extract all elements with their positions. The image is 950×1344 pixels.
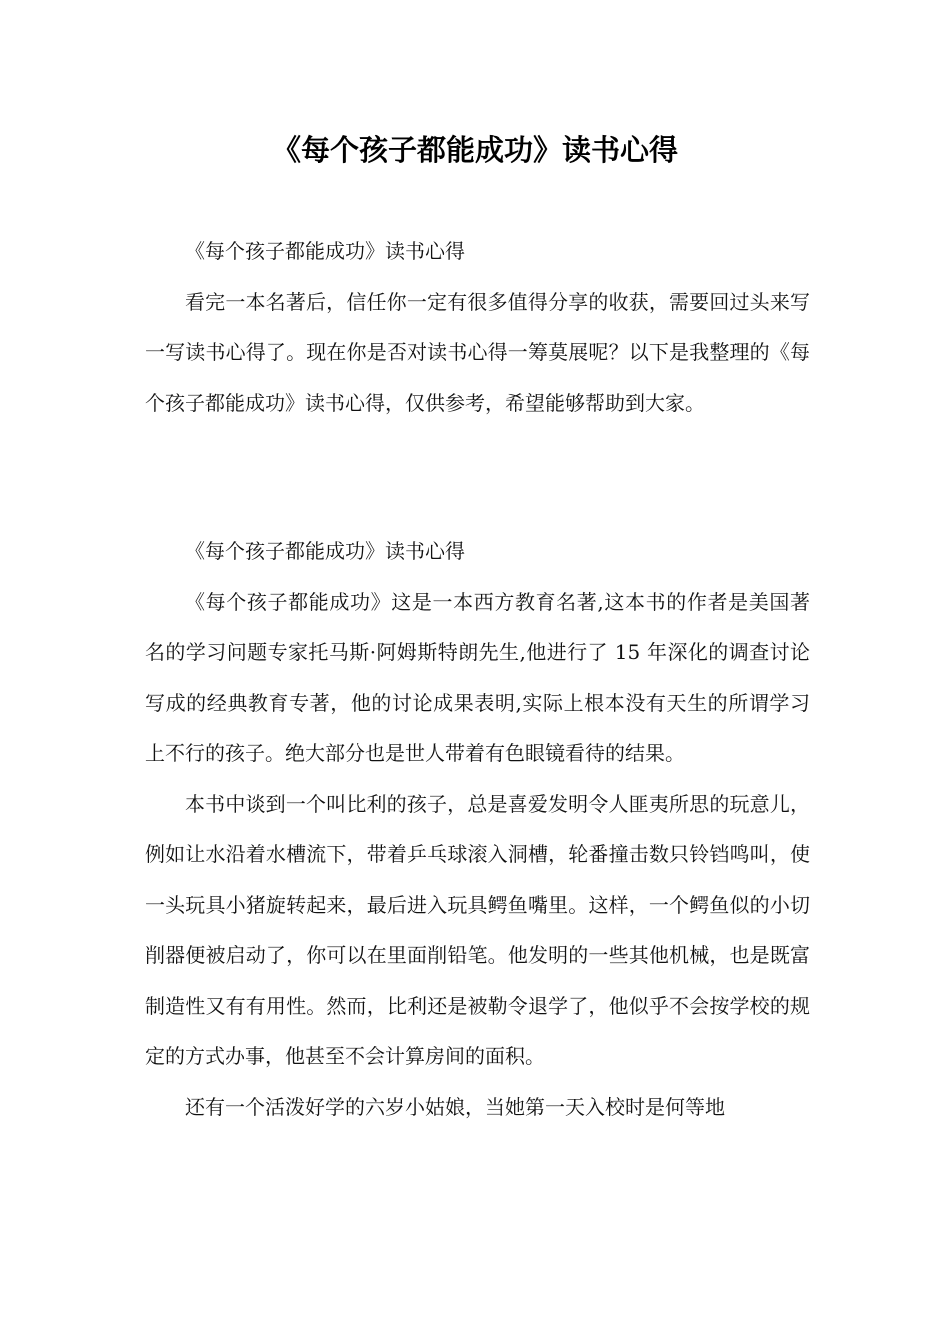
text-line: 眼镜看待的结果。 bbox=[525, 741, 685, 765]
section-intro bbox=[145, 226, 810, 428]
section-subheading: 《每个孩子都能成功》读书心得 bbox=[185, 239, 465, 263]
body-paragraph bbox=[145, 577, 810, 779]
text-line: 数只铃铛鸣叫，使一头玩具小猪旋转起来，最后进入玩具鳄鱼嘴里。 bbox=[145, 842, 810, 917]
text-line: 够帮助到大家。 bbox=[565, 390, 705, 415]
text-line: 玩意儿，例如让水沿着水槽流下，带着乒乓球滚入洞槽，轮番撞击 bbox=[145, 791, 811, 866]
text-line: 《每个孩子都能成功》这是一本西方教育名著,这本书的作者是 bbox=[185, 589, 749, 614]
intro-paragraph bbox=[145, 277, 810, 429]
text-line: 深化的调查讨论写成的经典教育专著，他的讨论成果表明,实际上根 bbox=[145, 640, 811, 715]
text-line: 不会计算房间的面积。 bbox=[345, 1044, 545, 1068]
text-line: 还有一个活泼好学的六岁小姑娘，当她第一天入校时是何等地 bbox=[185, 1094, 725, 1119]
body-paragraph bbox=[145, 779, 810, 1082]
section-main bbox=[145, 526, 810, 1132]
text-line: 过头来写一写读书心得了。现在你是否对读书心得一筹莫展呢？以 bbox=[145, 289, 811, 364]
text-line: 下是我整理的《每个孩子都能成功》读书心得，仅供参考，希望能 bbox=[145, 340, 810, 415]
text-line: 本书中谈到一个叫比利的孩子，总是喜爱发明令人匪夷所思的 bbox=[185, 791, 730, 816]
text-line: 看完一本名著后，信任你一定有很多值得分享的收获，需要回 bbox=[185, 289, 730, 314]
document-title: 《每个孩子都能成功》读书心得 bbox=[271, 133, 678, 167]
body-paragraph bbox=[145, 1082, 810, 1133]
text-line: 还是被勒令退学了，他似乎不会按学校的规定的方式办事，他甚至 bbox=[145, 993, 810, 1068]
text-line: 这样，一个鳄鱼似的小切削器便被启动了，你可以在里面削铅笔。 bbox=[145, 892, 810, 967]
text-line: 本没有天生的所谓学习上不行的孩子。绝大部分也是世人带着有色 bbox=[145, 690, 811, 765]
section-subheading: 《每个孩子都能成功》读书心得 bbox=[185, 539, 465, 563]
text-line: 他发明的一些其他机械，也是既富制造性又有有用性。然而，比利 bbox=[145, 943, 810, 1018]
text-line: 美国著名的学习问题专家托马斯·阿姆斯特朗先生,他进行了 15 年 bbox=[145, 589, 811, 664]
